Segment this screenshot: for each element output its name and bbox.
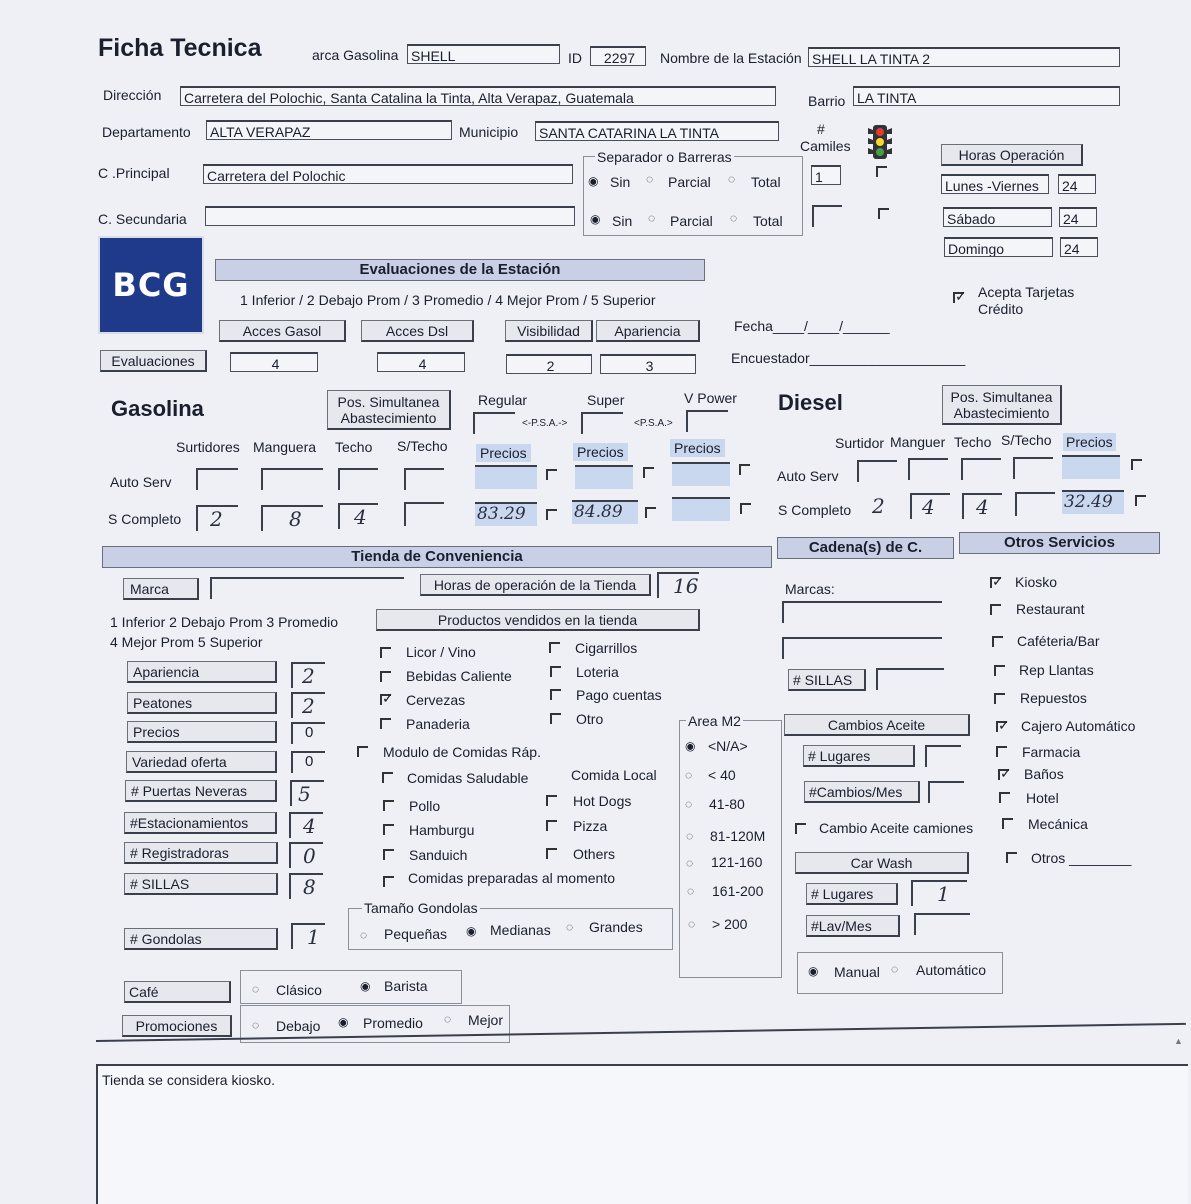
repuestos-label: Repuestos [1020,690,1087,706]
banos-label: Baños [1024,766,1064,782]
saludable-check[interactable] [382,772,393,783]
area-40-label: < 40 [708,767,736,783]
precios-super-label: Precios [573,443,628,461]
cafeteria-label: Caféteria/Bar [1017,633,1100,649]
diesel-as-surtidor[interactable] [857,460,897,482]
area-161-200-radio[interactable]: ◌ [687,884,695,898]
sep1-total-radio[interactable]: ◌ [728,172,736,186]
hotdogs-label: Hot Dogs [573,793,632,809]
credito-label: Crédito [978,301,1024,317]
medianas-radio[interactable]: ◉ [466,924,477,938]
acces-gasol-button[interactable]: Acces Gasol [219,320,346,342]
others-check[interactable] [546,848,557,859]
super-label: Super [587,392,625,408]
camiles-check-1[interactable] [876,166,887,177]
cajero-label: Cajero Automático [1021,718,1136,734]
rating-registradoras-label: # Registradoras [124,842,278,864]
acepta-tarjetas-check[interactable] [953,292,964,303]
diesel-stecho-label: S/Techo [1001,432,1052,448]
gas-pos-2: Abastecimiento [340,410,437,426]
cambios-aceite-button[interactable]: Cambios Aceite [784,714,970,736]
diesel-sc-stecho[interactable] [1015,492,1055,516]
camiles-label-hash: # [817,121,825,137]
productos-button[interactable]: Productos vendidos en la tienda [376,609,700,631]
tamano-gondolas-label: Tamaño Gondolas [364,900,478,916]
diesel-techo-label: Techo [954,434,992,450]
area-200-radio[interactable]: ◌ [688,917,696,931]
gas-as-check-vpower[interactable] [739,464,750,475]
gas-as-check-super[interactable] [643,467,654,478]
car-wash-button[interactable]: Car Wash [795,852,969,874]
horas-tienda-field[interactable]: 16 [657,572,699,598]
cw-lav-mes-label: #Lav/Mes [806,915,900,937]
rating-registradoras-value[interactable]: 0 [289,842,323,868]
otro-label: Otro [576,711,604,727]
psa-super-label: <P.S.A.> [634,418,673,429]
sanduich-check[interactable] [383,849,394,860]
cafe-group [240,970,462,1004]
sanduich-label: Sanduich [409,847,468,863]
ca-lugares-field[interactable] [925,745,961,767]
manual-label: Manual [834,964,880,980]
camiles-label: Camiles [800,138,851,154]
diesel-s-completo-label: S Completo [778,502,852,518]
notes-text: Tienda se considera kiosko. [102,1072,276,1088]
evaluaciones-title: Evaluaciones de la Estación [215,259,705,281]
rating-puertas-label: # Puertas Neveras [125,780,277,802]
stecho-label: S/Techo [397,438,448,454]
cervezas-check[interactable] [380,694,391,705]
sep1-parcial-radio[interactable]: ◌ [646,172,654,186]
psa-super-box[interactable] [581,412,623,434]
cw-lugares-field[interactable]: 1 [911,880,967,906]
precios-regular-label: Precios [476,444,531,462]
cambio-camiones-label: Cambio Aceite camiones [819,820,974,836]
sep2-parcial-radio[interactable]: ◌ [648,211,656,225]
pizza-check[interactable] [546,820,557,831]
hotel-label: Hotel [1026,790,1059,806]
bebidas-label: Bebidas Caliente [406,668,512,684]
gas-sc-precio-regular[interactable]: 83.29 [475,502,537,526]
clasico-label: Clásico [276,982,322,998]
manual-radio[interactable]: ◉ [808,964,819,978]
restaurant-check[interactable] [990,604,1001,615]
marca-gasolina-field[interactable]: SHELL [407,44,560,64]
gas-sc-check-regular[interactable] [546,509,557,520]
cafe-label: Café [124,981,231,1003]
marcas-field-1[interactable] [782,601,942,623]
nombre-estacion-field[interactable]: SHELL LA TINTA 2 [808,47,1120,67]
diesel-sc-techo[interactable]: 4 [962,493,1002,519]
preparadas-label: Comidas preparadas al momento [408,870,615,886]
area-121-160-label: 121-160 [711,854,763,870]
cadena-sillas-field[interactable] [876,668,944,690]
departamento-field[interactable]: ALTA VERAPAZ [206,120,452,140]
area-41-80-label: 41-80 [709,796,745,812]
gondolas-value[interactable]: 1 [291,923,325,949]
comida-local-label: Comida Local [571,767,657,783]
sabado-field[interactable]: 24 [1059,207,1097,227]
surtidores-label: Surtidores [176,439,240,455]
rating-peatones-label: Peatones [127,692,277,714]
sep2-sin-radio[interactable]: ◉ [590,212,601,226]
promedio-label: Promedio [363,1015,423,1031]
tienda-title: Tienda de Conveniencia [102,546,772,568]
rating-sillas-label: # SILLAS [124,873,278,895]
traffic-light-icon [866,124,894,160]
repuestos-check[interactable] [994,693,1005,704]
area-161-200-label: 161-200 [712,883,764,899]
cambio-camiones-check[interactable] [795,823,806,834]
camiles-field-1[interactable]: 1 [811,165,841,185]
cafeteria-check[interactable] [992,636,1003,647]
debajo-label: Debajo [276,1018,321,1034]
bcg-logo-text: BCG [112,266,190,304]
gas-pos-simultanea-button[interactable] [327,390,451,430]
sep2-sin-label: Sin [612,213,633,229]
rep-llantas-check[interactable] [994,665,1005,676]
cw-lugares-label: # Lugares [806,883,898,905]
rating-variedad-label: Variedad oferta [126,751,277,773]
rating-precios-value[interactable]: 0 [291,722,325,744]
gas-sc-check-super[interactable] [645,507,656,518]
kiosko-label: Kiosko [1015,574,1058,590]
pequenas-label: Pequeñas [384,926,448,942]
diesel-auto-serv-label: Auto Serv [777,468,839,484]
barista-radio[interactable]: ◉ [360,979,371,993]
sep2-total-label: Total [753,213,783,229]
hamburgu-check[interactable] [383,824,394,835]
area-41-80-radio[interactable]: ◌ [685,797,693,811]
marcas-label: Marcas: [785,581,835,597]
diesel-title: Diesel [778,390,843,415]
rating-apariencia-value[interactable]: 2 [291,662,325,688]
mecanica-check[interactable] [1002,818,1013,829]
promociones-label: Promociones [122,1015,232,1037]
pago-cuentas-check[interactable] [550,689,561,700]
scroll-up-icon[interactable]: ▲ [1174,1036,1183,1046]
sep1-parcial-label: Parcial [668,174,711,190]
vpower-label: V Power [684,390,737,406]
marca-tienda-button[interactable]: Marca [123,578,199,600]
otro-check[interactable] [550,713,561,724]
tienda-scale-1: 1 Inferior 2 Debajo Prom 3 Promedio [110,614,338,630]
panaderia-check[interactable] [380,718,391,729]
area-m2-label: Area M2 [688,713,741,729]
domingo-label: Domingo [944,237,1053,257]
diesel-pos-simultanea-button[interactable] [942,385,1062,425]
fecha-label: Fecha____/____/______ [734,318,890,334]
techo-label: Techo [335,439,373,455]
gas-as-precio-super[interactable] [575,465,633,489]
panaderia-label: Panaderia [406,716,470,732]
automatico-radio[interactable]: ◌ [891,962,899,976]
licor-check[interactable] [380,647,391,658]
clasico-radio[interactable]: ◌ [252,982,260,996]
restaurant-label: Restaurant [1016,601,1085,617]
ca-cambios-mes-field[interactable] [928,781,964,803]
camiles-field-2[interactable] [812,205,842,227]
cajero-check[interactable] [996,721,1007,732]
rating-variedad-value[interactable]: 0 [291,751,325,773]
rating-estacionamientos-label: #Estacionamientos [124,812,277,834]
diesel-sc-manguer[interactable]: 4 [910,493,950,519]
preparadas-check[interactable] [383,876,394,887]
farmacia-check[interactable] [996,746,1007,757]
cervezas-label: Cervezas [406,692,466,708]
barista-label: Barista [384,978,428,994]
gas-sc-precio-super[interactable]: 84.89 [572,500,638,524]
area-121-160-radio[interactable]: ◌ [686,856,694,870]
rating-peatones-value[interactable]: 2 [291,692,325,718]
acces-dsl-value[interactable]: 4 [377,352,465,372]
mecanica-label: Mecánica [1028,816,1088,832]
automatico-label: Automático [916,962,987,978]
camiles-check-2[interactable] [878,208,889,219]
gas-sc-surtidores[interactable]: 2 [196,505,238,531]
diesel-as-stecho[interactable] [1013,457,1053,479]
otros-label: Otros ________ [1031,850,1132,866]
apariencia-value[interactable]: 3 [600,354,696,374]
loteria-label: Loteria [576,664,619,680]
gasolina-title: Gasolina [111,396,204,421]
diesel-sc-precio[interactable]: 32.49 [1062,490,1124,514]
kiosko-check[interactable] [990,577,1001,588]
municipio-field[interactable]: SANTA CATARINA LA TINTA [535,121,779,141]
sabado-label: Sábado [943,207,1052,227]
pequenas-radio[interactable]: ◌ [360,928,368,942]
barrio-field[interactable]: LA TINTA [853,86,1120,106]
gas-sc-manguera[interactable]: 8 [261,505,323,531]
cigarrillos-check[interactable] [549,642,560,653]
cw-lav-mes-field[interactable] [914,913,970,935]
gondolas-label: # Gondolas [124,928,278,950]
c-principal-label: C .Principal [98,165,170,181]
diesel-as-precio[interactable] [1062,455,1120,479]
grandes-radio[interactable]: ◌ [566,920,574,934]
gas-as-precio-regular[interactable] [475,465,537,489]
municipio-label: Municipio [459,124,519,140]
rating-precios-label: Precios [127,721,277,743]
nombre-estacion-label: Nombre de la Estación [660,50,802,66]
sep1-total-label: Total [751,174,781,190]
ca-lugares-label: # Lugares [803,745,915,767]
diesel-as-techo[interactable] [961,458,1001,480]
encuestador-label: Encuestador____________________ [731,350,966,366]
farmacia-label: Farmacia [1022,744,1081,760]
diesel-pos-1: Pos. Simultanea [950,389,1053,405]
area-na-radio[interactable]: ◉ [685,739,696,753]
rep-llantas-label: Rep Llantas [1019,662,1094,678]
lunes-viernes-label: Lunes -Viernes [941,174,1049,194]
otros-servicios-title: Otros Servicios [959,532,1160,554]
gas-sc-techo[interactable]: 4 [338,503,378,529]
tienda-scale-2: 4 Mejor Prom 5 Superior [110,634,263,650]
diesel-manguer-label: Manguer [890,434,946,450]
separador-label: Separador o Barreras [597,149,732,165]
gas-as-check-regular[interactable] [546,469,557,480]
c-secundaria-field[interactable] [205,206,575,226]
area-81-120-radio[interactable]: ◌ [686,829,694,843]
apariencia-button[interactable]: Apariencia [596,320,700,342]
departamento-label: Departamento [102,124,191,140]
gas-auto-serv-label: Auto Serv [110,474,172,490]
gas-as-precio-vpower[interactable] [672,462,730,486]
sep1-sin-radio[interactable]: ◉ [588,174,599,188]
diesel-sc-check[interactable] [1135,495,1146,506]
horas-tienda-button[interactable]: Horas de operación de la Tienda [420,574,651,596]
gas-pos-1: Pos. Simultanea [337,394,440,410]
gas-as-techo[interactable] [338,468,378,490]
evaluaciones-scale: 1 Inferior / 2 Debajo Prom / 3 Promedio / 4 Mejor Prom / 5 Superior [240,292,656,308]
gas-s-completo-label: S Completo [108,511,182,527]
page-title: Ficha Tecnica [98,34,262,62]
banos-check[interactable] [998,769,1009,780]
regular-label: Regular [478,392,528,408]
bcg-logo [98,236,204,334]
id-field[interactable]: 2297 [590,46,646,66]
pollo-label: Pollo [409,798,441,814]
gas-sc-check-vpower[interactable] [740,503,751,514]
notes-textarea[interactable] [96,1064,1188,1204]
mejor-label: Mejor [468,1012,504,1028]
area-na-label: <N/A> [708,738,748,754]
pollo-check[interactable] [383,800,394,811]
id-label: ID [568,50,582,66]
gas-as-surtidores[interactable] [196,468,238,490]
sep2-parcial-label: Parcial [670,213,713,229]
c-principal-field[interactable]: Carretera del Polochic [203,164,573,184]
ca-cambios-mes-label: #Cambios/Mes [804,781,920,803]
psa-vpower-box[interactable] [686,410,728,432]
hotel-check[interactable] [999,792,1010,803]
gas-as-stecho[interactable] [404,468,444,490]
sep1-sin-label: Sin [610,174,631,190]
diesel-as-check[interactable] [1131,459,1142,470]
rating-apariencia-label: Apariencia [127,661,277,683]
domingo-field[interactable]: 24 [1060,237,1098,257]
manguera-label: Manguera [253,439,317,455]
rating-puertas-value[interactable]: 5 [290,780,324,806]
precios-vpower-label: Precios [670,439,725,457]
promedio-radio[interactable]: ◉ [338,1015,349,1029]
psa-regular-box[interactable] [473,412,515,434]
evaluaciones-button[interactable]: Evaluaciones [100,350,207,372]
marcas-field-2[interactable] [782,637,942,659]
modulo-comidas-check[interactable] [357,746,368,757]
horas-operacion-button[interactable]: Horas Operación [941,144,1083,166]
area-200-label: > 200 [712,916,748,932]
area-81-120-label: 81-120M [710,828,766,844]
cigarrillos-label: Cigarrillos [575,640,638,656]
mejor-radio[interactable]: ◌ [444,1012,452,1026]
visibilidad-button[interactable]: Visibilidad [505,320,593,342]
area-m2-group [679,720,782,978]
cadena-title: Cadena(s) de C. [777,537,954,559]
bebidas-check[interactable] [380,671,391,682]
rating-sillas-value[interactable]: 8 [289,873,323,899]
sep2-total-radio[interactable]: ◌ [730,211,738,225]
area-40-radio[interactable]: ◌ [685,768,693,782]
visibilidad-value[interactable]: 2 [506,354,592,374]
saludable-label: Comidas Saludable [407,770,529,786]
pago-cuentas-label: Pago cuentas [576,687,662,703]
loteria-check[interactable] [550,666,561,677]
debajo-radio[interactable]: ◌ [252,1018,260,1032]
acepta-tarjetas-label: Acepta Tarjetas [978,284,1075,300]
psa-regular-label: <-P.S.A.-> [522,418,568,429]
pizza-label: Pizza [573,818,608,834]
marca-tienda-field[interactable] [210,577,404,599]
c-secundaria-label: C. Secundaria [98,211,187,227]
lunes-viernes-field[interactable]: 24 [1058,174,1096,194]
hotdogs-check[interactable] [546,795,557,806]
diesel-precios-label: Precios [1063,433,1116,451]
diesel-pos-2: Abastecimiento [953,405,1050,421]
acces-dsl-button[interactable]: Acces Dsl [361,320,474,342]
marca-gasolina-label: arca Gasolina [312,47,399,63]
acces-gasol-value[interactable]: 4 [230,352,318,372]
hamburgu-label: Hamburgu [409,822,475,838]
modulo-comidas-label: Modulo de Comidas Ráp. [383,744,541,760]
licor-label: Licor / Vino [406,644,476,660]
diesel-surtidor-label: Surtidor [835,435,885,451]
medianas-label: Medianas [490,922,551,938]
otros-check[interactable] [1006,852,1017,863]
others-label: Others [573,846,616,862]
direccion-label: Dirección [103,87,162,103]
diesel-sc-surtidor[interactable]: 2 [872,494,885,518]
gas-sc-precio-vpower[interactable] [672,497,730,521]
gas-sc-stecho[interactable] [404,502,444,526]
gas-as-manguera[interactable] [261,468,323,490]
direccion-field[interactable]: Carretera del Polochic, Santa Catalina la Tinta, Alta Verapaz, Guatemala [180,86,776,106]
diesel-as-manguer[interactable] [908,458,948,480]
cadena-sillas-label: # SILLAS [788,669,866,691]
grandes-label: Grandes [589,919,643,935]
barrio-label: Barrio [808,93,846,109]
rating-estacionamientos-value[interactable]: 4 [289,812,323,838]
